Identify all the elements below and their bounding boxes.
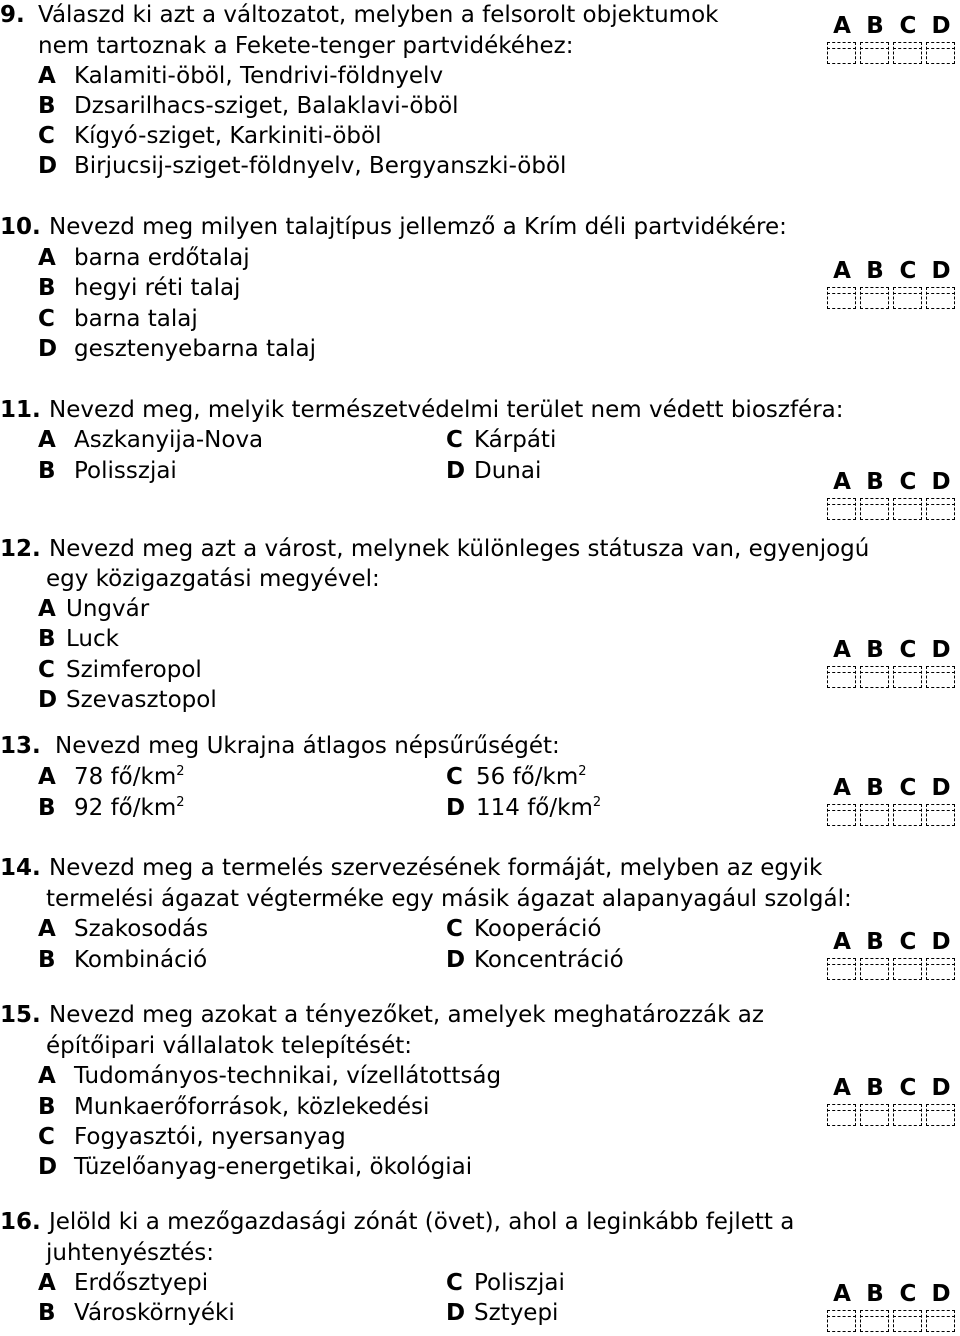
- option-letter: A: [38, 764, 56, 790]
- answer-cell-c[interactable]: [893, 1104, 922, 1126]
- superscript: 2: [176, 764, 185, 779]
- answer-letter: A: [833, 258, 851, 284]
- option-letter: C: [38, 306, 55, 332]
- option-text: Kombináció: [74, 947, 208, 973]
- question-number: 15.: [0, 1002, 41, 1028]
- answer-letter: B: [866, 929, 884, 955]
- option-letter: C: [38, 657, 55, 683]
- option-a: [38, 1061, 502, 1091]
- answer-letter: B: [866, 13, 884, 39]
- option-c: [38, 1122, 346, 1152]
- option-letter: A: [38, 1270, 56, 1296]
- answer-cell-a[interactable]: [827, 287, 856, 309]
- answer-letter: B: [866, 1075, 884, 1101]
- option-text: Városkörnyéki: [74, 1300, 235, 1326]
- answer-cell-a[interactable]: [827, 1104, 856, 1126]
- option-a: [38, 762, 185, 792]
- option-text: Kárpáti: [474, 427, 557, 453]
- answer-cell-a[interactable]: [827, 804, 856, 826]
- answer-cell-c[interactable]: [893, 498, 922, 520]
- question-number: 13.: [0, 733, 41, 759]
- option-text: Luck: [66, 626, 119, 652]
- option-a: [38, 1268, 209, 1298]
- answer-letter: C: [899, 1281, 917, 1307]
- answer-cell-d[interactable]: [926, 804, 955, 826]
- option-letter: B: [38, 947, 56, 973]
- option-text: barna erdőtalaj: [74, 245, 250, 271]
- superscript: 2: [592, 795, 602, 810]
- option-text: Sztyepi: [474, 1300, 559, 1326]
- option-text: Szimferopol: [66, 657, 202, 683]
- answer-letter: D: [931, 929, 951, 955]
- option-d: [446, 793, 602, 823]
- answer-cell-a[interactable]: [827, 666, 856, 688]
- option-a: [38, 243, 250, 273]
- option-b: [38, 91, 459, 121]
- option-letter: C: [38, 1124, 55, 1150]
- option-b: [38, 456, 177, 486]
- option-letter: A: [38, 1063, 56, 1089]
- option-text: Szakosodás: [74, 916, 209, 942]
- option-text: Kígyó-sziget, Karkiniti-öböl: [74, 123, 382, 149]
- answer-letter: B: [866, 258, 884, 284]
- option-letter: B: [38, 626, 56, 652]
- question-text: Nevezd meg milyen talajtípus jellemző a Krím déli partvidékére:: [49, 214, 787, 240]
- option-b: [38, 793, 185, 823]
- option-letter: D: [38, 153, 58, 179]
- question-text: Nevezd meg a termelés szervezésének formáját, melyben az egyik: [49, 855, 823, 881]
- option-letter: D: [446, 1300, 466, 1326]
- answer-letter: C: [899, 13, 917, 39]
- answer-cell-c[interactable]: [893, 42, 922, 64]
- answer-cell-b[interactable]: [860, 287, 889, 309]
- answer-cell-b[interactable]: [860, 498, 889, 520]
- answer-cell-a[interactable]: [827, 42, 856, 64]
- answer-letter: D: [931, 469, 951, 495]
- option-text: barna talaj: [74, 306, 198, 332]
- option-letter: B: [38, 1300, 56, 1326]
- option-letter: A: [38, 427, 56, 453]
- option-letter: A: [38, 596, 56, 622]
- question-text: juhtenyésztés:: [46, 1240, 215, 1266]
- option-letter: D: [38, 336, 58, 362]
- option-text: 114 fő/km: [476, 795, 593, 821]
- answer-letter: B: [866, 469, 884, 495]
- answer-letter: C: [899, 929, 917, 955]
- option-c: [446, 762, 587, 792]
- answer-letter: D: [931, 13, 951, 39]
- option-c: [38, 121, 382, 151]
- question-text: termelési ágazat végterméke egy másik ágazat alapanyagául szolgál:: [46, 886, 852, 912]
- q14-stem-line1: [0, 853, 823, 883]
- answer-cell-a[interactable]: [827, 498, 856, 520]
- answer-letter: A: [833, 1281, 851, 1307]
- option-letter: C: [446, 1270, 463, 1296]
- q13-stem: [0, 731, 560, 761]
- option-text: Aszkanyija-Nova: [74, 427, 264, 453]
- option-letter: A: [38, 63, 56, 89]
- question-number: 16.: [0, 1209, 41, 1235]
- answer-cell-d[interactable]: [926, 42, 955, 64]
- option-d: [38, 334, 317, 364]
- answer-cell-a[interactable]: [827, 1310, 856, 1332]
- answer-letter: B: [866, 637, 884, 663]
- option-text: 92 fő/km: [74, 795, 177, 821]
- option-letter: C: [38, 123, 55, 149]
- answer-letter: A: [833, 637, 851, 663]
- option-text: Birjucsij-sziget-földnyelv, Bergyanszki-öböl: [74, 153, 567, 179]
- answer-letter: C: [899, 1075, 917, 1101]
- option-text: Polisszjai: [74, 458, 177, 484]
- option-letter: B: [38, 93, 56, 119]
- option-c: [446, 425, 557, 455]
- question-text: Nevezd meg Ukrajna átlagos népsűrűségét:: [55, 733, 560, 759]
- option-letter: B: [38, 795, 56, 821]
- q16-stem-line1: [0, 1207, 795, 1237]
- option-d: [446, 1298, 559, 1328]
- option-letter: D: [38, 687, 58, 713]
- answer-cell-a[interactable]: [827, 958, 856, 980]
- answer-letter: D: [931, 1075, 951, 1101]
- option-b: [38, 945, 208, 975]
- question-text: egy közigazgatási megyével:: [46, 566, 380, 592]
- answer-letter: A: [833, 775, 851, 801]
- answer-letter: C: [899, 637, 917, 663]
- option-d: [38, 1152, 473, 1182]
- option-text: Kalamiti-öböl, Tendrivi-földnyelv: [74, 63, 444, 89]
- answer-cell-d[interactable]: [926, 498, 955, 520]
- answer-cell-b[interactable]: [860, 42, 889, 64]
- question-text: Jelöld ki a mezőgazdasági zónát (övet), ahol a leginkább fejlett a: [49, 1209, 795, 1235]
- question-text: Nevezd meg azokat a tényezőket, amelyek meghatározzák az: [49, 1002, 764, 1028]
- option-text: Szevasztopol: [66, 687, 217, 713]
- option-letter: D: [446, 795, 466, 821]
- option-letter: C: [446, 916, 463, 942]
- answer-letter: C: [899, 775, 917, 801]
- option-letter: B: [38, 458, 56, 484]
- answer-letter: A: [833, 469, 851, 495]
- option-a: [38, 61, 444, 91]
- answer-cell-d[interactable]: [926, 287, 955, 309]
- answer-letter: C: [899, 258, 917, 284]
- answer-cell-d[interactable]: [926, 1310, 955, 1332]
- option-text: Tüzelőanyag-energetikai, ökológiai: [74, 1154, 473, 1180]
- option-d: [38, 685, 217, 715]
- option-d: [38, 151, 567, 181]
- answer-letter: D: [931, 258, 951, 284]
- option-text: Munkaerőforrások, közlekedési: [74, 1094, 430, 1120]
- option-text: Kooperáció: [474, 916, 602, 942]
- option-letter: C: [446, 427, 463, 453]
- option-text: Fogyasztói, nyersanyag: [74, 1124, 346, 1150]
- question-text: Nevezd meg, melyik természetvédelmi terület nem védett bioszféra:: [49, 397, 844, 423]
- answer-letter: A: [833, 929, 851, 955]
- q15-stem-line1: [0, 1000, 764, 1030]
- answer-cell-b[interactable]: [860, 666, 889, 688]
- option-a: [38, 914, 209, 944]
- question-number: 11.: [0, 397, 41, 423]
- answer-cell-c[interactable]: [893, 958, 922, 980]
- option-letter: D: [446, 947, 466, 973]
- option-c: [38, 655, 202, 685]
- option-text: Dzsarilhacs-sziget, Balaklavi-öböl: [74, 93, 459, 119]
- q12-stem-line1: [0, 534, 870, 564]
- q10-stem: [0, 212, 787, 242]
- question-text: Válaszd ki azt a változatot, melyben a felsorolt objektumok: [38, 2, 719, 28]
- answer-cell-c[interactable]: [893, 287, 922, 309]
- option-c: [446, 1268, 565, 1298]
- question-number: 9.: [0, 2, 25, 28]
- option-text: 56 fő/km: [476, 764, 579, 790]
- answer-letter: B: [866, 775, 884, 801]
- answer-cell-b[interactable]: [860, 804, 889, 826]
- option-text: 78 fő/km: [74, 764, 177, 790]
- option-a: [38, 425, 264, 455]
- option-d: [446, 456, 542, 486]
- q9-stem-line1: [0, 0, 719, 30]
- option-text: Dunai: [474, 458, 542, 484]
- option-text: Erdősztyepi: [74, 1270, 209, 1296]
- answer-letter: D: [931, 1281, 951, 1307]
- option-text: Poliszjai: [474, 1270, 565, 1296]
- option-letter: B: [38, 1094, 56, 1120]
- answer-cell-d[interactable]: [926, 958, 955, 980]
- option-text: gesztenyebarna talaj: [74, 336, 317, 362]
- superscript: 2: [578, 764, 587, 779]
- answer-cell-c[interactable]: [893, 804, 922, 826]
- option-letter: B: [38, 275, 56, 301]
- question-number: 12.: [0, 536, 41, 562]
- option-b: [38, 624, 119, 654]
- question-text: nem tartoznak a Fekete-tenger partvidékéhez:: [38, 33, 574, 59]
- answer-cell-b[interactable]: [860, 1104, 889, 1126]
- option-b: [38, 1092, 430, 1122]
- option-b: [38, 1298, 235, 1328]
- question-text: Nevezd meg azt a várost, melynek különleges státusza van, egyenjogú: [49, 536, 870, 562]
- answer-cell-d[interactable]: [926, 1104, 955, 1126]
- answer-cell-d[interactable]: [926, 666, 955, 688]
- option-text: hegyi réti talaj: [74, 275, 241, 301]
- answer-letter: A: [833, 1075, 851, 1101]
- answer-letter: B: [866, 1281, 884, 1307]
- question-number: 14.: [0, 855, 41, 881]
- answer-cell-c[interactable]: [893, 1310, 922, 1332]
- answer-letter: C: [899, 469, 917, 495]
- option-text: Koncentráció: [474, 947, 624, 973]
- option-letter: D: [446, 458, 466, 484]
- superscript: 2: [176, 795, 185, 810]
- option-letter: A: [38, 916, 56, 942]
- option-c: [446, 914, 602, 944]
- answer-letter: D: [931, 775, 951, 801]
- option-b: [38, 273, 241, 303]
- answer-cell-b[interactable]: [860, 1310, 889, 1332]
- answer-cell-c[interactable]: [893, 666, 922, 688]
- option-letter: D: [38, 1154, 58, 1180]
- answer-letter: D: [931, 637, 951, 663]
- option-text: Ungvár: [66, 596, 150, 622]
- question-text: építőipari vállalatok telepítését:: [46, 1033, 413, 1059]
- answer-cell-b[interactable]: [860, 958, 889, 980]
- option-a: [38, 594, 150, 624]
- option-c: [38, 304, 198, 334]
- q11-stem: [0, 395, 844, 425]
- option-text: Tudományos-technikai, vízellátottság: [74, 1063, 502, 1089]
- question-number: 10.: [0, 214, 41, 240]
- option-d: [446, 945, 624, 975]
- option-letter: A: [38, 245, 56, 271]
- answer-letter: A: [833, 13, 851, 39]
- option-letter: C: [446, 764, 463, 790]
